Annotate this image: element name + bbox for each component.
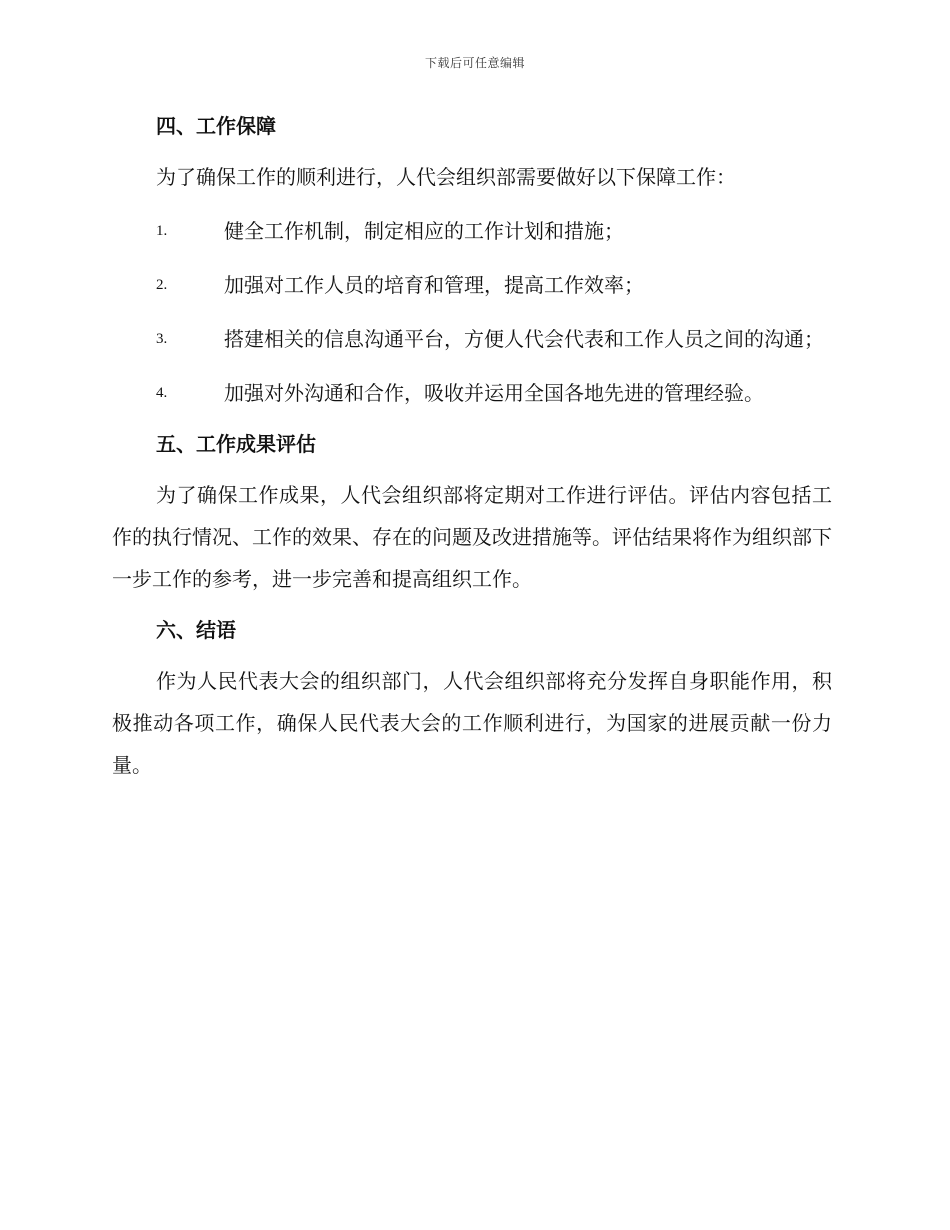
list-text: 搭建相关的信息沟通平台，方便人代会代表和工作人员之间的沟通； <box>224 327 824 351</box>
list-item <box>112 210 832 252</box>
list-number: 4. <box>156 385 168 401</box>
section-intro-guarantee: 为了确保工作的顺利进行，人代会组织部需要做好以下保障工作： <box>156 165 736 189</box>
list-item <box>112 318 832 360</box>
list-item <box>112 264 832 306</box>
header-note: 下载后可任意编辑 <box>424 56 525 70</box>
list-text: 健全工作机制，制定相应的工作计划和措施； <box>224 219 624 243</box>
list-item <box>112 372 832 414</box>
section-body-evaluation: 为了确保工作成果，人代会组织部将定期对工作进行评估。评估内容包括工作的执行情况、工作的效果、存在的问题及改进措施等。评估结果将作为组织部下一步工作的参考，进一步完善和提高组织工作。 <box>112 483 832 591</box>
section-body-conclusion: 作为人民代表大会的组织部门，人代会组织部将充分发挥自身职能作用，积极推动各项工作，确保人民代表大会的工作顺利进行，为国家的进展贡献一份力量。 <box>112 669 832 777</box>
list-text: 加强对外沟通和合作，吸收并运用全国各地先进的管理经验。 <box>224 381 764 405</box>
list-number: 1. <box>156 223 168 239</box>
document-body <box>112 110 832 786</box>
list-number: 2. <box>156 277 168 293</box>
list-number: 3. <box>156 331 168 347</box>
list-text: 加强对工作人员的培育和管理，提高工作效率； <box>224 273 644 297</box>
section-heading-conclusion: 六、结语 <box>156 618 236 642</box>
section-heading-guarantee: 四、工作保障 <box>156 114 276 138</box>
section-heading-evaluation: 五、工作成果评估 <box>156 432 316 456</box>
